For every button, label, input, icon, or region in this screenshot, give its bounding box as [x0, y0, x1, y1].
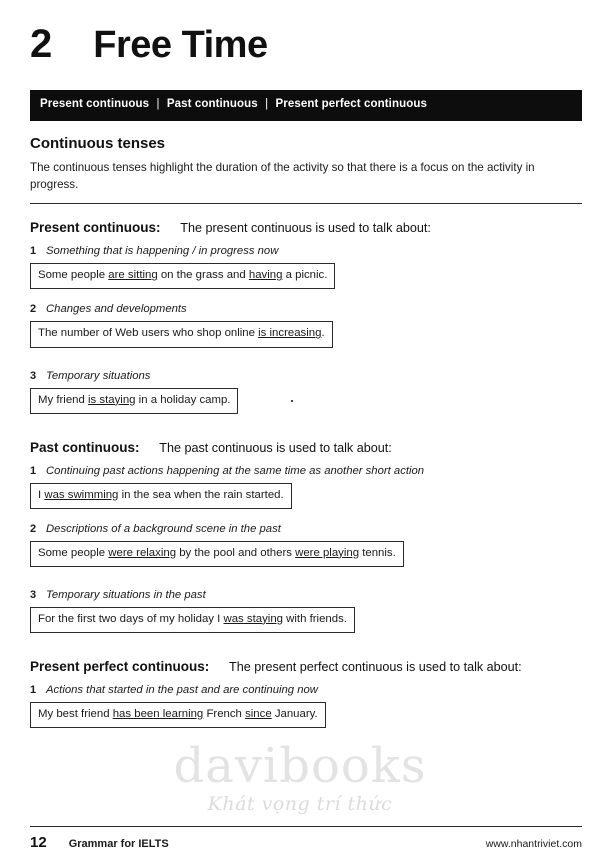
usage-item-label: Something that is happening / in progress now: [46, 245, 279, 258]
example-underline-1: was staying: [223, 612, 283, 625]
usage-item-label: Changes and developments: [46, 303, 187, 316]
section-divider: [30, 203, 582, 204]
banner-separator-1: |: [265, 98, 269, 110]
page-content: [30, 24, 582, 746]
usage-item-number: 2: [30, 303, 37, 316]
usage-item-heading: [30, 245, 582, 257]
page-footer: [30, 826, 582, 851]
usage-item-heading: [30, 523, 582, 535]
example-mid: French: [203, 707, 246, 720]
example-underline-1: is increasing: [258, 327, 322, 340]
example-post: tennis.: [359, 546, 396, 559]
example-sentence: [30, 607, 355, 633]
example-sentence: [30, 702, 326, 728]
example-post: .: [321, 327, 325, 340]
example-mid: by the pool and others: [176, 546, 296, 559]
usage-item-number: 2: [30, 522, 37, 535]
stray-mark: [291, 400, 293, 402]
usage-item-number: 1: [30, 683, 37, 696]
example-post: with friends.: [283, 612, 347, 625]
section-intro: The continuous tenses highlight the duration of the activity so that there is a focus on the activity in progress.: [30, 160, 535, 191]
tense-block-present-continuous: [30, 220, 582, 413]
banner-item-2: Present perfect continuous: [275, 98, 427, 110]
usage-item-heading: [30, 684, 582, 696]
example-underline-2: since: [245, 707, 272, 720]
example-post: January.: [271, 707, 318, 720]
usage-item: [30, 589, 582, 633]
example-mid: on the grass and: [157, 269, 249, 282]
usage-item: [30, 370, 582, 414]
example-underline-1: has been learning: [112, 707, 204, 720]
tense-description: The past continuous is used to talk about:: [159, 440, 392, 455]
example-sentence: [30, 388, 238, 414]
usage-item-number: 1: [30, 245, 37, 258]
example-underline-1: was swimming: [44, 488, 119, 501]
unit-title: Free Time: [93, 24, 268, 66]
usage-item-heading: [30, 370, 582, 382]
example-sentence: [30, 321, 333, 347]
footer-page-number: 12: [30, 834, 47, 851]
usage-item: [30, 523, 582, 567]
banner-item-1: Past continuous: [166, 98, 258, 110]
footer-url: www.nhantriviet.com: [485, 838, 582, 850]
example-post: in a holiday camp.: [135, 393, 231, 406]
usage-item: [30, 465, 582, 509]
example-pre: Some people: [38, 269, 109, 282]
tense-heading: [30, 220, 582, 235]
tense-name: Past continuous:: [30, 439, 140, 455]
example-underline-2: having: [248, 269, 283, 282]
example-pre: The number of Web users who shop online: [38, 327, 259, 340]
usage-item: [30, 303, 582, 347]
tense-heading: [30, 440, 582, 455]
watermark-main-text: davibooks: [173, 738, 427, 794]
tense-description: The present perfect continuous is used to talk about:: [229, 659, 522, 674]
usage-item-label: Descriptions of a background scene in the past: [46, 522, 281, 535]
usage-item-heading: [30, 589, 582, 601]
banner-item-0: Present continuous: [40, 98, 150, 110]
example-sentence: [30, 263, 335, 289]
example-pre: My best friend: [38, 707, 113, 720]
watermark-sub-text: Khát vọng trí thức: [207, 793, 393, 815]
usage-item-number: 3: [30, 588, 37, 601]
usage-item: [30, 684, 582, 728]
usage-item-label: Actions that started in the past and are continuing now: [46, 683, 318, 696]
topic-banner: [30, 90, 582, 121]
example-pre: My friend: [38, 393, 89, 406]
usage-item-heading: [30, 303, 582, 315]
usage-item-label: Temporary situations: [46, 369, 151, 382]
example-underline-1: are sitting: [108, 269, 158, 282]
example-pre: For the first two days of my holiday I: [38, 612, 224, 625]
example-post: a picnic.: [282, 269, 328, 282]
example-sentence: [30, 541, 404, 567]
tense-name: Present continuous:: [30, 220, 161, 236]
usage-item-heading: [30, 465, 582, 477]
tense-name: Present perfect continuous:: [30, 658, 210, 674]
unit-number: 2: [30, 22, 52, 66]
tense-block-past-continuous: [30, 440, 582, 633]
usage-item: [30, 245, 582, 289]
watermark: [0, 738, 600, 815]
tense-description: The present continuous is used to talk about:: [180, 221, 431, 236]
example-underline-2: were playing: [295, 546, 360, 559]
example-post: in the sea when the rain started.: [118, 488, 284, 501]
example-sentence: [30, 483, 292, 509]
example-pre: I: [38, 488, 45, 501]
usage-item-number: 1: [30, 464, 37, 477]
tense-block-present-perfect-continuous: [30, 659, 582, 728]
example-pre: Some people: [38, 546, 109, 559]
unit-header: [30, 24, 582, 64]
usage-item-label: Temporary situations in the past: [46, 588, 206, 601]
usage-item-number: 3: [30, 369, 37, 382]
usage-item-label: Continuing past actions happening at the same time as another short action: [46, 464, 425, 477]
banner-separator-0: |: [156, 98, 160, 110]
footer-book-title: Grammar for IELTS: [68, 838, 169, 850]
tense-heading: [30, 659, 582, 674]
example-underline-1: were relaxing: [108, 546, 177, 559]
section-title: Continuous tenses: [30, 134, 166, 152]
example-underline-1: is staying: [88, 393, 136, 406]
